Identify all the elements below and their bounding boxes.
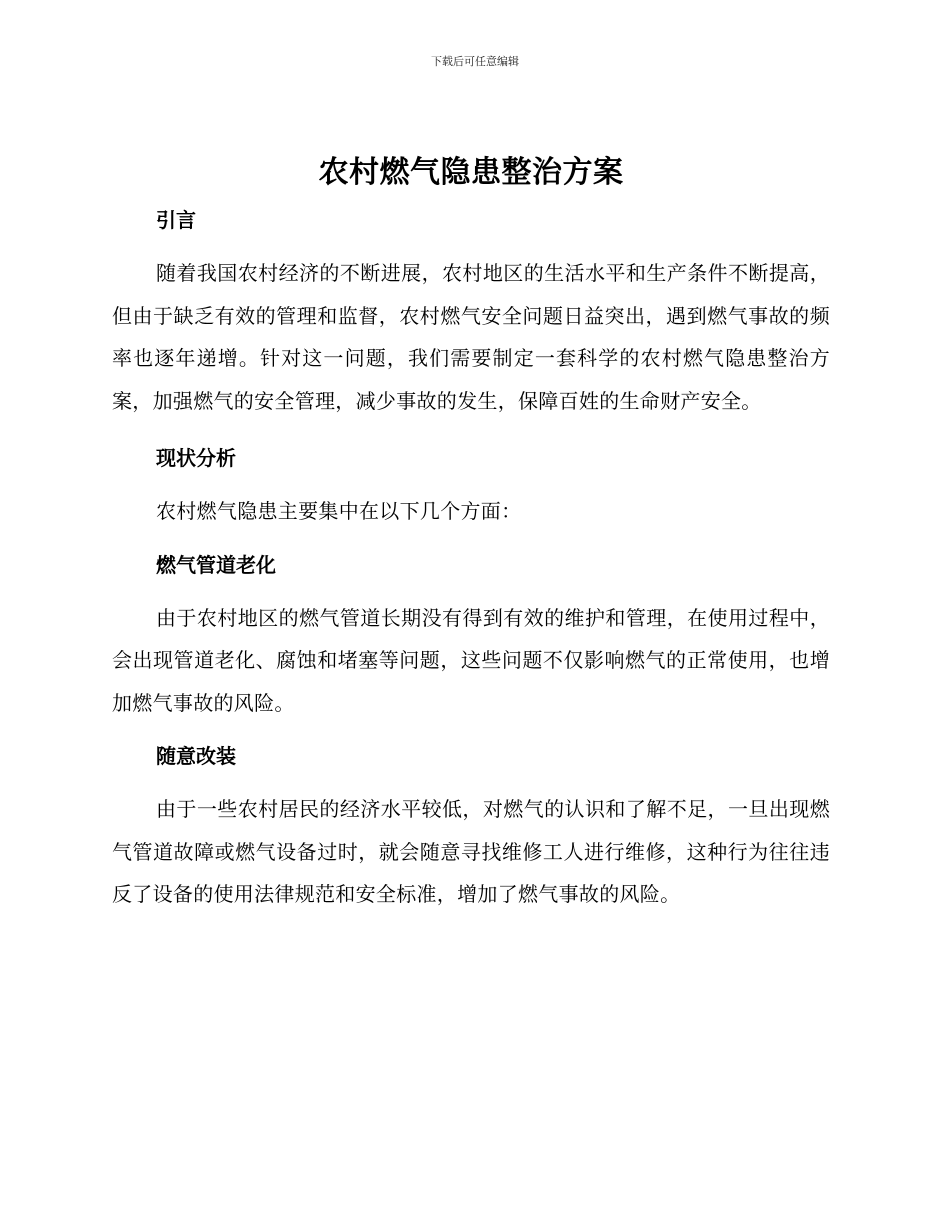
section-modification bbox=[112, 734, 830, 916]
section-status bbox=[112, 436, 830, 533]
paragraph-status: 农村燃气隐患主要集中在以下几个方面： bbox=[156, 499, 522, 523]
paragraph-modification: 由于一些农村居民的经济水平较低，对燃气的认识和了解不足，一旦出现燃气管道故障或燃气设备过时，就会随意寻找维修工人进行维修，这种行为往往违反了设备的使用法律规范和安全标准，增加了燃气事故的风险。 bbox=[112, 797, 830, 906]
section-intro bbox=[112, 198, 830, 422]
document-body bbox=[112, 148, 830, 916]
section-pipe-aging bbox=[112, 543, 830, 725]
section-heading-modification: 随意改装 bbox=[156, 744, 236, 768]
paragraph-intro: 随着我国农村经济的不断进展，农村地区的生活水平和生产条件不断提高，但由于缺乏有效的管理和监督，农村燃气安全问题日益突出，遇到燃气事故的频率也逐年递增。针对这一问题，我们需要制定一套科学的农村燃气隐患整治方案，加强燃气的安全管理，减少事故的发生，保障百姓的生命财产安全。 bbox=[112, 261, 830, 413]
document-title: 农村燃气隐患整治方案 bbox=[318, 155, 624, 190]
section-heading-intro: 引言 bbox=[156, 208, 196, 232]
section-heading-status: 现状分析 bbox=[156, 446, 236, 470]
section-heading-pipe-aging: 燃气管道老化 bbox=[156, 552, 276, 577]
header-note: 下载后可任意编辑 bbox=[431, 55, 519, 68]
paragraph-pipe-aging: 由于农村地区的燃气管道长期没有得到有效的维护和管理，在使用过程中，会出现管道老化、腐蚀和堵塞等问题，这些问题不仅影响燃气的正常使用，也增加燃气事故的风险。 bbox=[112, 605, 830, 715]
